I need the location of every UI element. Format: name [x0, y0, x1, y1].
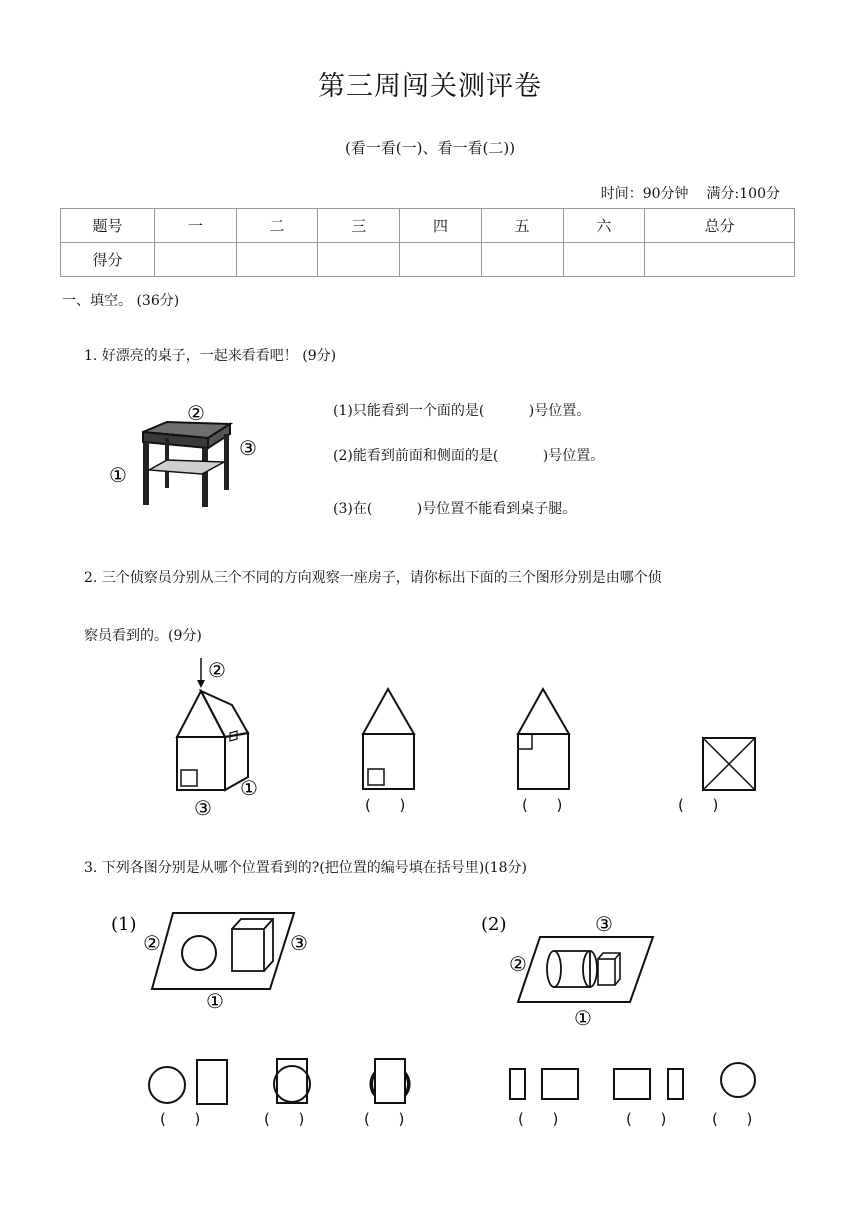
- table-header-cell: 六: [563, 209, 645, 243]
- question-3-stem: 3. 下列各图分别是从哪个位置看到的?(把位置的编号填在括号里)(18分): [84, 860, 527, 876]
- score-cell[interactable]: [318, 243, 400, 277]
- answer-blank[interactable]: ( ): [522, 796, 563, 814]
- table-header-cell: 四: [400, 209, 482, 243]
- answer-blank[interactable]: ( ): [364, 1110, 405, 1128]
- answer-blank[interactable]: ( ): [365, 796, 406, 814]
- scene-2-figure: [478, 905, 698, 1030]
- table-figure: [105, 400, 275, 515]
- position-label-1: ①: [109, 463, 127, 487]
- page-subtitle: (看一看(一)、看一看(二)): [344, 139, 516, 157]
- score-cell[interactable]: [481, 243, 563, 277]
- observer-label-3: ③: [194, 796, 212, 820]
- table-header-cell: 五: [481, 209, 563, 243]
- table-header-cell: 三: [318, 209, 400, 243]
- exam-info: [601, 183, 780, 203]
- exam-full-score: 满分:100分: [706, 186, 780, 202]
- table-header-cell: 总分: [645, 209, 795, 243]
- view-option-rect-over-circle: [368, 1056, 413, 1108]
- observer-label-2: ②: [208, 658, 226, 682]
- exam-time: 时间：90分钟: [600, 186, 689, 202]
- answer-blank[interactable]: ( ): [264, 1110, 305, 1128]
- table-header-cell: 一: [155, 209, 237, 243]
- view-option-circle-over-rect: [270, 1056, 315, 1108]
- table-header-cell: 题号: [61, 209, 155, 243]
- question-1-item-1: (1)只能看到一个面的是( )号位置。: [333, 403, 591, 419]
- part-label: (1): [111, 914, 137, 935]
- score-cell[interactable]: [155, 243, 237, 277]
- answer-blank[interactable]: ( ): [712, 1110, 753, 1128]
- position-label-2: ②: [509, 952, 527, 976]
- score-cell[interactable]: [236, 243, 318, 277]
- score-cell[interactable]: [400, 243, 482, 277]
- answer-blank[interactable]: ( ): [626, 1110, 667, 1128]
- view-option-circle-rect: [145, 1058, 235, 1108]
- table-header-cell: 二: [236, 209, 318, 243]
- house-top-view: [700, 735, 760, 795]
- scene-1-figure: [108, 905, 323, 1015]
- page-title: 第三周闯关测评卷: [318, 71, 542, 102]
- score-cell[interactable]: [645, 243, 795, 277]
- view-option-circle: [718, 1060, 758, 1100]
- house-front-view: [360, 685, 420, 790]
- table-row-label: 得分: [61, 243, 155, 277]
- score-cell[interactable]: [563, 243, 645, 277]
- table-row: [61, 243, 795, 277]
- house-3d-figure: [170, 655, 270, 820]
- score-table: [60, 208, 795, 277]
- table-row: [61, 209, 795, 243]
- position-label-1: ①: [206, 989, 224, 1013]
- question-1-stem: 1. 好漂亮的桌子，一起来看看吧！ (9分): [84, 348, 337, 364]
- position-label-2: ②: [143, 931, 161, 955]
- question-2-stem-line1: 2. 三个侦察员分别从三个不同的方向观察一座房子，请你标出下面的三个图形分别是由哪个侦: [84, 570, 662, 586]
- part-label: (2): [481, 914, 507, 935]
- question-1-item-3: (3)在( )号位置不能看到桌子腿。: [333, 501, 577, 517]
- question-1-item-2: (2)能看到前面和侧面的是( )号位置。: [333, 448, 605, 464]
- house-side-view: [515, 685, 575, 790]
- position-label-1: ①: [574, 1006, 592, 1030]
- position-label-3: ③: [290, 931, 308, 955]
- section-title: 一、填空。 (36分): [62, 293, 180, 309]
- position-label-3: ③: [239, 436, 257, 460]
- answer-blank[interactable]: ( ): [518, 1110, 559, 1128]
- position-label-2: ②: [187, 401, 205, 425]
- question-2-stem-line2: 察员看到的。(9分): [84, 628, 202, 644]
- answer-blank[interactable]: ( ): [678, 796, 719, 814]
- answer-blank[interactable]: ( ): [160, 1110, 201, 1128]
- view-option-wide-rect-small-rect: [612, 1066, 687, 1102]
- observer-label-1: ①: [240, 776, 258, 800]
- position-label-3: ③: [595, 912, 613, 936]
- view-option-small-rect-wide-rect: [508, 1066, 583, 1102]
